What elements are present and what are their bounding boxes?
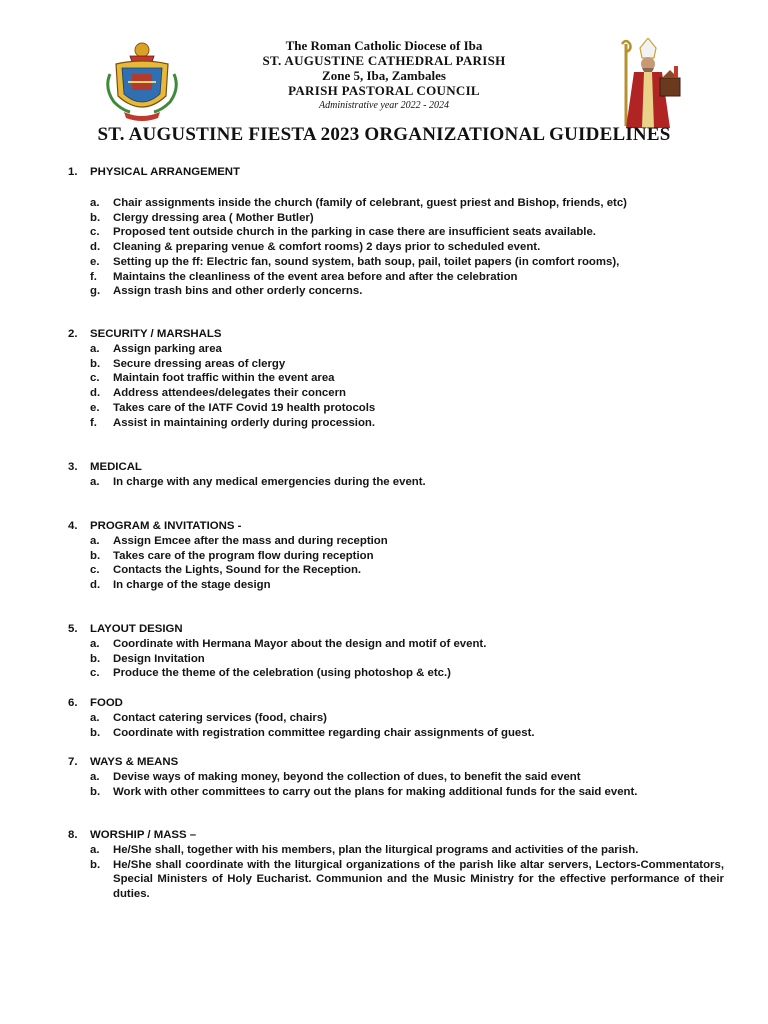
section-heading: LAYOUT DESIGN <box>90 623 183 635</box>
list-item: d. Cleaning & preparing venue & comfort rooms) 2 days prior to scheduled event. <box>90 241 541 254</box>
list-item: a. Assign parking area <box>90 343 222 355</box>
section-number: 8. <box>68 829 78 841</box>
list-item: a. Coordinate with Hermana Mayor about the design and motif of event. <box>90 638 487 650</box>
section-heading: MEDICAL <box>90 461 142 473</box>
list-item: e. Setting up the ff: Electric fan, sound system, bath soup, pail, toilet papers (in comfort rooms), <box>90 255 620 268</box>
section-number: 6. <box>68 697 78 709</box>
section-number: 3. <box>68 461 78 473</box>
list-item: d. Address attendees/delegates their concern <box>90 387 346 400</box>
list-item: f. Maintains the cleanliness of the event area before and after the celebration <box>90 270 518 283</box>
section-program-invitations <box>68 519 724 593</box>
list-item: b. Work with other committees to carry out the plans for making additional funds for the said event. <box>90 785 638 798</box>
list-item: a. In charge with any medical emergencies during the event. <box>90 476 426 488</box>
section-heading: WAYS & MEANS <box>90 756 179 768</box>
section-heading: WORSHIP / MASS – <box>90 829 197 841</box>
list-item: g. Assign trash bins and other orderly concerns. <box>90 285 363 298</box>
list-item: a. Devise ways of making money, beyond the collection of dues, to benefit the said event <box>90 771 581 783</box>
section-physical-arrangement <box>68 165 724 299</box>
section-worship-mass <box>68 828 724 902</box>
list-item: c. Proposed tent outside church in the parking in case there are insufficient seats available. <box>90 226 596 239</box>
section-number: 1. <box>68 166 78 178</box>
section-number: 5. <box>68 623 78 635</box>
administrative-year: Administrative year 2022 - 2024 <box>319 100 449 111</box>
list-item: b. Clergy dressing area ( Mother Butler) <box>90 211 314 224</box>
list-item: c. Maintain foot traffic within the event area <box>90 372 335 385</box>
list-item: c. Contacts the Lights, Sound for the Reception. <box>90 564 362 577</box>
list-item: d. In charge of the stage design <box>90 579 271 592</box>
section-heading: FOOD <box>90 697 123 709</box>
list-item: e. Takes care of the IATF Covid 19 health protocols <box>90 401 376 414</box>
diocese-name: The Roman Catholic Diocese of Iba <box>285 38 483 53</box>
section-heading: PROGRAM & INVITATIONS - <box>90 520 242 532</box>
list-item: c. Produce the theme of the celebration (using photoshop & etc.) <box>90 667 451 680</box>
parish-name: ST. AUGUSTINE CATHEDRAL PARISH <box>262 53 506 68</box>
list-item: b. Takes care of the program flow during reception <box>90 549 374 562</box>
section-food <box>68 696 724 740</box>
section-security-marshals <box>68 327 724 430</box>
list-item: a. Chair assignments inside the church (family of celebrant, guest priest and Bishop, friends, etc) <box>90 197 627 209</box>
section-ways-means <box>68 755 724 799</box>
council-name: PARISH PASTORAL COUNCIL <box>288 83 480 98</box>
parish-address: Zone 5, Iba, Zambales <box>322 68 446 83</box>
section-medical <box>68 460 724 490</box>
section-number: 7. <box>68 756 78 768</box>
list-item: a. Contact catering services (food, chairs) <box>90 712 327 724</box>
list-item: b. Coordinate with registration committee regarding chair assignments of guest. <box>90 726 535 739</box>
list-item: b. Secure dressing areas of clergy <box>90 357 286 370</box>
section-heading: SECURITY / MARSHALS <box>90 328 222 340</box>
section-layout-design <box>68 622 724 681</box>
section-number: 4. <box>68 520 78 532</box>
list-item: a. He/She shall, together with his members, plan the liturgical programs and activities of the parish. <box>90 844 639 856</box>
list-item: f. Assist in maintaining orderly during procession. <box>90 416 376 429</box>
section-number: 2. <box>68 328 78 340</box>
list-item: b. He/She shall coordinate with the liturgical organizations of the parish like altar servers, Lectors-Commentators, Special Ministers of Holy Eucharist. Communion and the Music Ministry for the effective performance of their duties. <box>90 858 724 901</box>
section-heading: PHYSICAL ARRANGEMENT <box>90 166 240 178</box>
list-item: a. Assign Emcee after the mass and during reception <box>90 535 388 547</box>
list-item: b. Design Invitation <box>90 652 205 665</box>
document-title: ST. AUGUSTINE FIESTA 2023 ORGANIZATIONAL GUIDELINES <box>97 124 671 145</box>
